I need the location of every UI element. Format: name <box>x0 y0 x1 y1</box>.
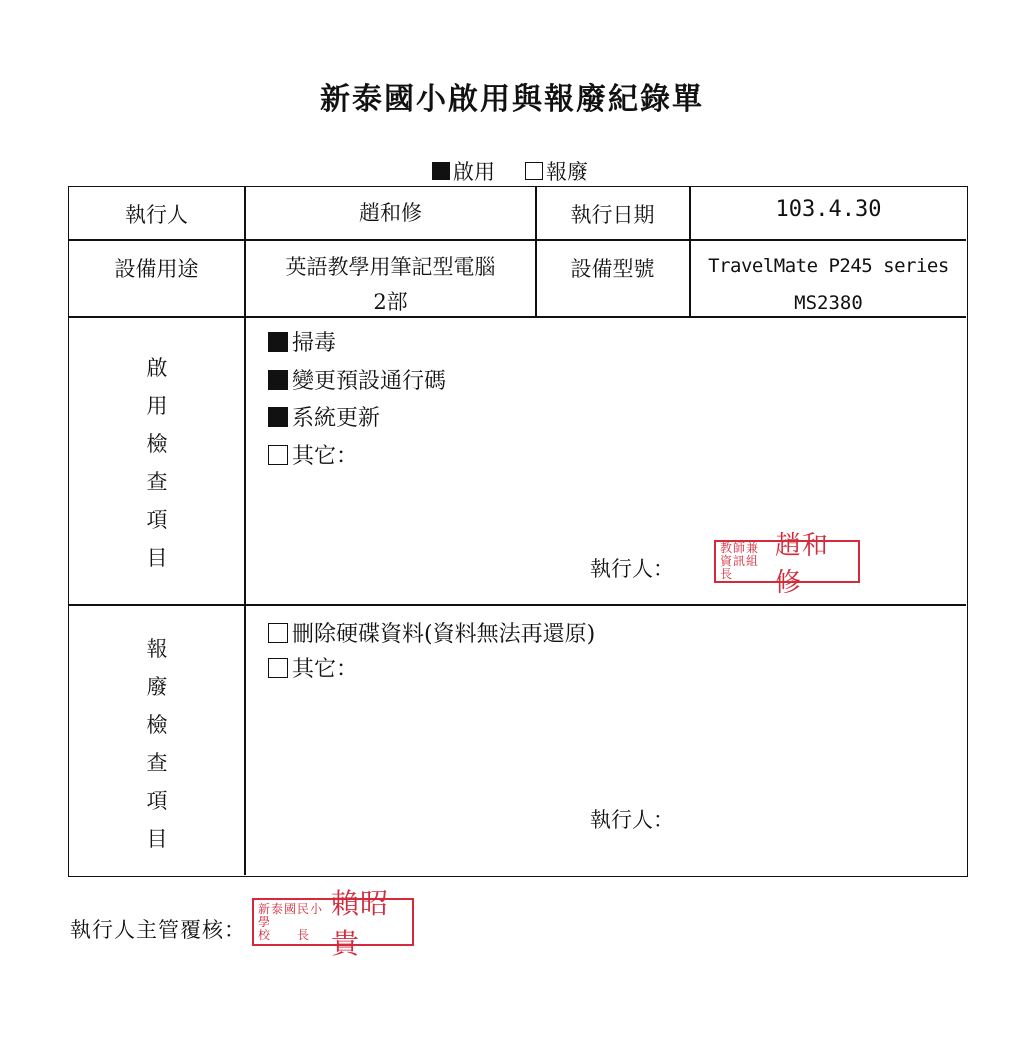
checkbox[interactable] <box>268 407 288 427</box>
purpose-label: 設備用途 <box>114 257 199 281</box>
scrap-option-label: 報廢 <box>546 160 588 184</box>
date-value: 103.4.30 <box>775 197 882 222</box>
checkbox[interactable] <box>268 332 288 352</box>
executor-label: 執行人 <box>125 203 188 227</box>
activation-section-label: 啟 用 檢 查 項 目 <box>146 356 168 570</box>
check-item-system-update[interactable]: 系統更新 <box>268 401 380 432</box>
checkbox[interactable] <box>268 445 288 465</box>
page-title: 新泰國小啟用與報廢紀錄單 <box>320 82 704 117</box>
check-item-wipe-disk[interactable]: 刪除硬碟資料(資料無法再還原) <box>268 617 595 648</box>
activation-option-label: 啟用 <box>453 160 495 184</box>
scrap-section-label: 報 廢 檢 查 項 目 <box>146 637 168 851</box>
model-value-line2: MS2380 <box>794 292 863 314</box>
model-value-line1: TravelMate P245 series <box>708 255 949 277</box>
check-item-other-scrap[interactable]: 其它： <box>268 652 358 683</box>
activation-signer-label: 執行人： <box>590 557 674 581</box>
model-label: 設備型號 <box>570 257 655 281</box>
date-label: 執行日期 <box>570 203 655 227</box>
checkbox[interactable] <box>268 370 288 390</box>
record-type-options <box>432 156 588 186</box>
purpose-value-line1: 英語教學用筆記型電腦 <box>285 255 496 279</box>
check-item-other[interactable]: 其它： <box>268 439 358 470</box>
checkbox[interactable] <box>268 658 288 678</box>
purpose-value-line2: 2部 <box>373 290 408 314</box>
scrap-checkbox[interactable] <box>525 162 543 180</box>
activation-checkbox[interactable] <box>432 162 450 180</box>
executor-value: 趙和修 <box>359 201 422 225</box>
checkbox[interactable] <box>268 623 288 643</box>
check-item-change-password[interactable]: 變更預設通行碼 <box>268 364 446 395</box>
principal-seal-stamp: 新泰國民小學 校 長 賴昭貴 <box>252 898 414 946</box>
check-item-antivirus[interactable]: 掃毒 <box>268 326 336 357</box>
supervisor-review-label: 執行人主管覆核： <box>70 918 246 942</box>
scrap-signer-label: 執行人： <box>590 808 674 832</box>
executor-seal-stamp: 教師兼 資訊組長 趙和修 <box>714 540 860 583</box>
